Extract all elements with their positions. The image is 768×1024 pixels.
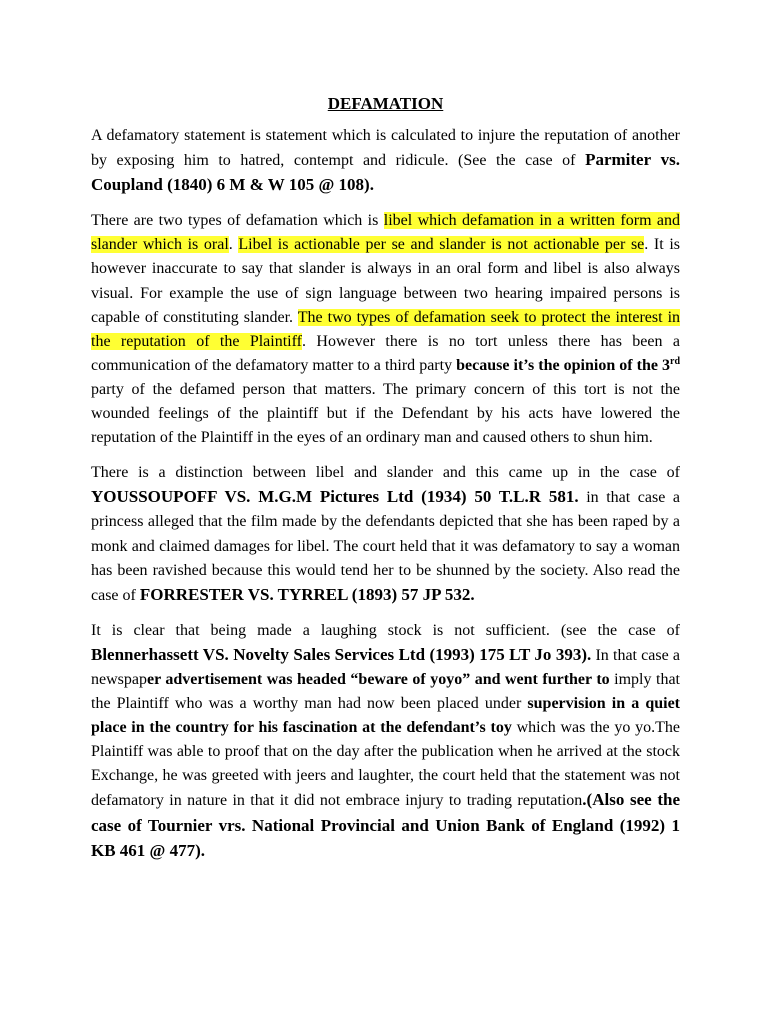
case-citation-youssoupoff: YOUSSOUPOFF VS. M.G.M Pictures Ltd (1934) 50 T.L.R 581. (91, 487, 579, 507)
highlight-protect-reputation: The two types of defamation seek to protect the interest in the reputation of the Plaintiff (91, 308, 681, 350)
text-run: . However there is no tort unless there has been a communication of the defamatory matter to a third party (91, 332, 681, 374)
case-citation-forrester: FORRESTER VS. TYRREL (1893) 57 JP 532. (139, 584, 475, 604)
text-run: . (228, 236, 239, 254)
text-run: It is clear that being made a laughing stock is not sufficient. (see the case of (91, 621, 680, 639)
bold-advertisement-text: er advertisement was headed “beware of yoyo” and went further to (146, 670, 610, 688)
superscript-rd: rd (670, 355, 680, 367)
highlight-actionable-per-se: Libel is actionable per se and slander is not actionable per se (238, 236, 645, 254)
paragraph-definition (91, 124, 680, 198)
paragraph-laughing-stock (91, 619, 680, 864)
text-run: In that case a newspap (91, 646, 681, 688)
bold-supervision-text: supervision in a quiet place in the country for his fascination at the defendant’s toy (91, 695, 680, 737)
bold-third-party-opinion: because it’s the opinion of the 3 (456, 356, 670, 374)
case-citation-tournier: .(Also see the case of Tournier vrs. National Provincial and Union Bank of England (1992) 1 KB 461 @ 477). (91, 790, 680, 860)
case-citation-blennerhassett: Blennerhassett VS. Novelty Sales Services Ltd (1993) 175 LT Jo 393). (91, 644, 592, 664)
case-citation-parmiter: Parmiter vs. Coupland (1840) 6 M & W 105 @ 108). (91, 150, 681, 195)
paragraph-distinction (91, 461, 680, 608)
paragraph-types (91, 209, 680, 450)
page-title: DEFAMATION (327, 94, 444, 113)
text-run: . It is however inaccurate to say that slander is always in an oral form and libel is also always visual. For example the use of sign language between two hearing impaired persons is capable of constituting slander. (91, 236, 681, 326)
text-run: which was the yo yo.The Plaintiff was able to proof that on the day after the publication when he arrived at the stock Exchange, he was greeted with jeers and laughter, the court held that the statement was not defamatory in nature in that it did not embrace injury to trading reputation (91, 719, 681, 810)
text-run: There is a distinction between libel and slander and this came up in the case of (91, 464, 680, 482)
text-run: There are two types of defamation which is (91, 212, 384, 230)
text-run: A defamatory statement is statement which is calculated to injure the reputation of another by exposing him to hatred, contempt and ridicule. (See the case of (91, 127, 680, 170)
highlight-libel-slander-definition: libel which defamation in a written form and slander which is oral (91, 212, 681, 254)
text-run: imply that the Plaintiff who was a worthy man had now been placed under (91, 670, 680, 713)
text-run: in that case a princess alleged that the film made by the defendants depicted that she has been raped by a monk and claimed damages for libel. The court held that it was defamatory to say a woman has been ravished because this would tend her to be shunned by the society. Also read the case of (91, 489, 681, 604)
text-run: party of the defamed person that matters. The primary concern of this tort is not the wounded feelings of the plaintiff but if the Defendant by his acts have lowered the reputation of the Plaintiff in the eyes of an ordinary man and caused others to shun him. (91, 380, 680, 447)
